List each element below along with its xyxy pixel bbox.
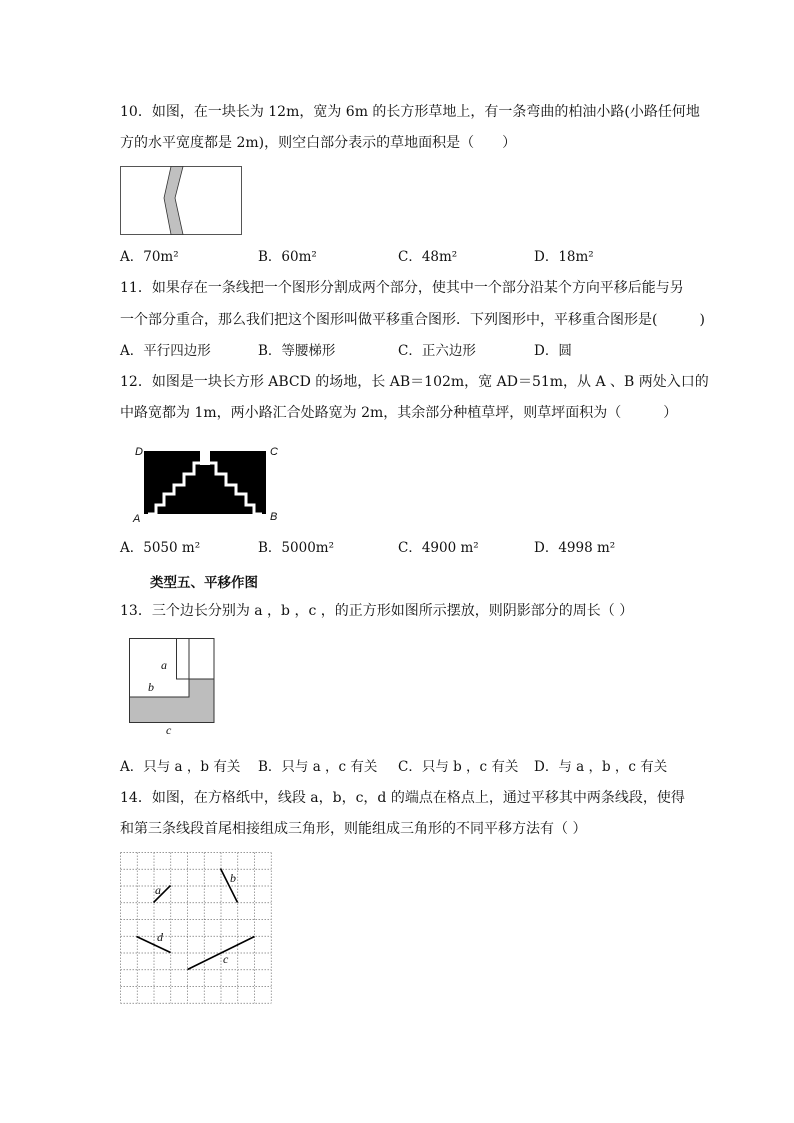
q10-line-1: 10．如图，在一块长为 12m，宽为 6m 的长方形草地上，有一条弯曲的柏油小路(小路任何地 bbox=[120, 104, 700, 120]
q12-label-d: D bbox=[135, 446, 143, 458]
q11-option-a[interactable]: A．平行四边形 bbox=[120, 343, 211, 359]
q11-option-d[interactable]: D．圆 bbox=[534, 343, 572, 359]
q13-label-b: b bbox=[148, 680, 154, 694]
q10-line-2: 方的水平宽度都是 2m)，则空白部分表示的草地面积是（ ） bbox=[120, 135, 517, 151]
q13-option-b[interactable]: B．只与 a ，c 有关 bbox=[258, 759, 378, 775]
q11-line-1: 11．如果存在一条线把一个图形分割成两个部分，使其中一个部分沿某个方向平移后能与另 bbox=[120, 280, 684, 296]
q10-option-d[interactable]: D．18m² bbox=[534, 249, 594, 265]
q12-label-c: C bbox=[270, 446, 278, 458]
q13-square-a bbox=[177, 639, 215, 680]
q13-shaded-region bbox=[129, 679, 214, 722]
q13-option-a[interactable]: A．只与 a ，b 有关 bbox=[120, 759, 241, 775]
section-title: 类型五、平移作图 bbox=[150, 575, 258, 591]
q14-label-c: c bbox=[223, 952, 229, 966]
q12-option-a[interactable]: A．5050 m² bbox=[120, 540, 201, 556]
q10-figure bbox=[120, 166, 242, 236]
q13-label-a: a bbox=[161, 658, 167, 672]
q13-option-d[interactable]: D．与 a ，b ，c 有关 bbox=[534, 759, 668, 775]
q10-option-a[interactable]: A．70m² bbox=[120, 249, 179, 265]
q12-gap bbox=[200, 449, 210, 465]
q14-grid-lines bbox=[121, 853, 272, 1004]
q12-label-b: B bbox=[270, 511, 278, 523]
q12-line-1: 12．如图是一块长方形 ABCD 的场地，长 AB＝102m，宽 AD＝51m，从 A 、B 两处入口的 bbox=[120, 374, 709, 390]
q10-option-b[interactable]: B．60m² bbox=[258, 249, 317, 265]
q14-figure bbox=[120, 852, 272, 1004]
q13-line-1: 13．三个边长分别为 a ，b ，c ，的正方形如图所示摆放，则阴影部分的周长（ ） bbox=[120, 603, 634, 619]
q12-option-d[interactable]: D．4998 m² bbox=[534, 540, 616, 556]
q12-option-c[interactable]: C．4900 m² bbox=[398, 540, 479, 556]
q13-option-c[interactable]: C．只与 b ，c 有关 bbox=[398, 759, 519, 775]
q11-option-c[interactable]: C．正六边形 bbox=[398, 343, 476, 359]
q11-option-b[interactable]: B．等腰梯形 bbox=[258, 343, 336, 359]
q14-line-1: 14．如图，在方格纸中，线段 a，b，c，d 的端点在格点上，通过平移其中两条线段，使得 bbox=[120, 790, 685, 806]
q13-figure bbox=[126, 637, 221, 737]
q14-label-a: a bbox=[155, 883, 161, 897]
q14-label-b: b bbox=[230, 871, 236, 885]
q13-label-c: c bbox=[166, 723, 172, 737]
q12-line-2: 中路宽都为 1m，两小路汇合处路宽为 2m，其余部分种植草坪，则草坪面积为（ ） bbox=[120, 405, 678, 421]
q14-line-2: 和第三条线段首尾相接组成三角形，则能组成三角形的不同平移方法有（ ） bbox=[120, 821, 587, 837]
q12-option-b[interactable]: B．5000m² bbox=[258, 540, 334, 556]
q12-label-a: A bbox=[133, 513, 141, 525]
q10-option-c[interactable]: C．48m² bbox=[398, 249, 458, 265]
q11-line-2: 一个部分重合，那么我们把这个图形叫做平移重合图形．下列图形中，平移重合图形是( ) bbox=[120, 312, 705, 328]
q14-segment-d bbox=[137, 937, 171, 953]
q13-square-b bbox=[130, 639, 190, 698]
q14-label-d: d bbox=[157, 930, 163, 944]
q12-figure bbox=[130, 443, 285, 525]
